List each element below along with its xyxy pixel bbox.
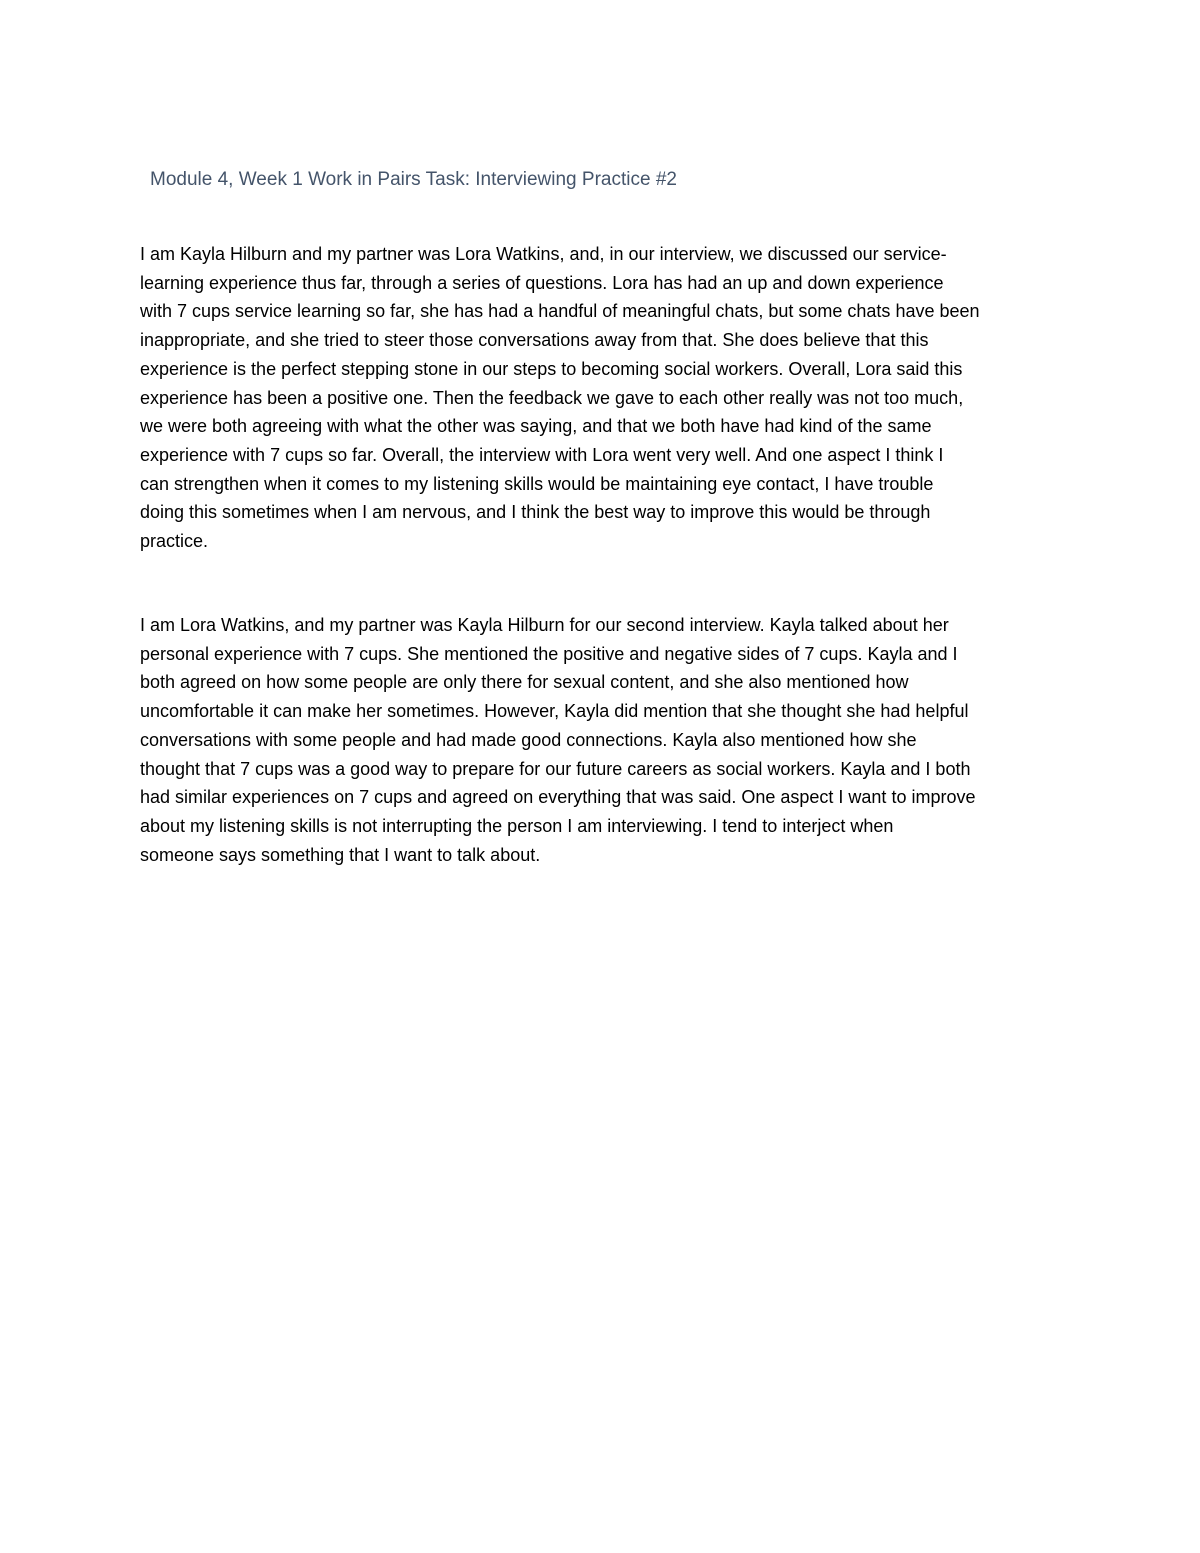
paragraph-line: I am Lora Watkins, and my partner was Kayla Hilburn for our second interview. Kayla talked about her: [140, 615, 949, 635]
paragraph-line: had similar experiences on 7 cups and agreed on everything that was said. One aspect I want to improve: [140, 787, 976, 808]
paragraph-line: learning experience thus far, through a series of questions. Lora has had an up and down experience: [140, 272, 944, 293]
paragraph-line: conversations with some people and had made good connections. Kayla also mentioned how she: [140, 729, 917, 750]
document-title: Module 4, Week 1 Work in Pairs Task: Interviewing Practice #2: [150, 169, 677, 190]
paragraph-line: thought that 7 cups was a good way to prepare for our future careers as social workers. Kayla and I both: [140, 758, 971, 779]
paragraph-line: experience is the perfect stepping stone in our steps to becoming social workers. Overall, Lora said this: [140, 358, 963, 379]
paragraph-kayla-interview: [140, 240, 1070, 556]
paragraph-line: we were both agreeing with what the other was saying, and that we both have had kind of the same: [140, 416, 932, 437]
paragraph-line: can strengthen when it comes to my listening skills would be maintaining eye contact, I have trouble: [140, 473, 934, 494]
paragraph-line: doing this sometimes when I am nervous, and I think the best way to improve this would be through: [140, 502, 931, 523]
paragraph-line: experience has been a positive one. Then the feedback we gave to each other really was not too much,: [140, 387, 964, 408]
paragraph-line: with 7 cups service learning so far, she has had a handful of meaningful chats, but some chats have been: [140, 301, 980, 322]
paragraph-line: both agreed on how some people are only there for sexual content, and she also mentioned how: [140, 672, 909, 693]
paragraph-line: inappropriate, and she tried to steer those conversations away from that. She does believe that this: [140, 330, 929, 351]
paragraph-lora-interview: [140, 611, 1070, 869]
paragraph-line: about my listening skills is not interrupting the person I am interviewing. I tend to interject when: [140, 815, 894, 836]
paragraph-line: experience with 7 cups so far. Overall, the interview with Lora went very well. And one aspect I think I: [140, 444, 944, 465]
paragraph-line: personal experience with 7 cups. She mentioned the positive and negative sides of 7 cups. Kayla and I: [140, 643, 958, 664]
paragraph-line: someone says something that I want to talk about.: [140, 844, 541, 865]
paragraph-line: uncomfortable it can make her sometimes. However, Kayla did mention that she thought she had helpful: [140, 701, 969, 722]
paragraph-line: practice.: [140, 531, 209, 552]
paragraph-line: I am Kayla Hilburn and my partner was Lora Watkins, and, in our interview, we discussed our service-: [140, 244, 947, 264]
